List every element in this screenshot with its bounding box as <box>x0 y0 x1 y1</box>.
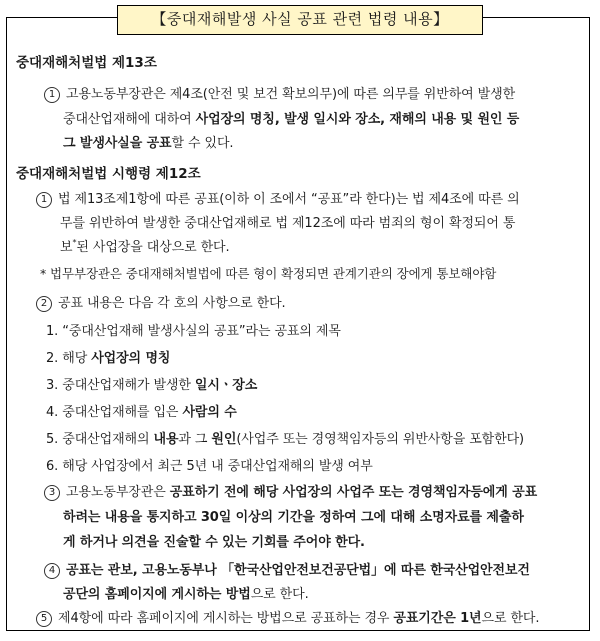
act-13-item-1-line-1: 1 고용노동부장관은 제4조(안전 및 보건 확보의무)에 따른 의무를 위반하여 발생한 <box>44 83 515 103</box>
decree-item-5: 5 제4항에 따라 홈페이지에 게시하는 방법으로 공표하는 경우 공표기간은 1년으로 한다. <box>36 607 539 627</box>
decree-item-3-line-1: 3 고용노동부장관은 공표하기 전에 해당 사업장의 사업주 또는 경영책임자등에게 공표 <box>44 481 537 501</box>
document-title: 【중대재해발생 사실 공표 관련 법령 내용】 <box>117 5 483 35</box>
list-item-3: 3. 중대산업재해가 발생한 일시ㆍ장소 <box>46 378 258 393</box>
circled-number: 4 <box>44 563 60 579</box>
list-item-5: 5. 중대산업재해의 내용과 그 원인(사업주 또는 경영책임자등의 위반사항을 포함한다) <box>46 432 525 447</box>
decree-item-3-line-3: 게 하거나 의견을 진술할 수 있는 기회를 주어야 한다. <box>63 535 365 550</box>
list-item-6: 6. 해당 사업장에서 최근 5년 내 중대산업재해의 발생 여부 <box>46 459 373 474</box>
section-heading-act-13: 중대재해처벌법 제13조 <box>16 55 157 71</box>
circled-number: 2 <box>36 296 52 312</box>
circled-number: 1 <box>36 192 52 208</box>
decree-item-1-line-1: 1 법 제13조제1항에 따른 공표(이하 이 조에서 “공표”라 한다)는 법 제4조에 따른 의 <box>36 188 520 208</box>
list-item-1: 1. “중대산업재해 발생사실의 공표”라는 공표의 제목 <box>46 324 341 339</box>
section-heading-decree-12: 중대재해처벌법 시행령 제12조 <box>16 166 201 182</box>
decree-item-1-line-3: 보*된 사업장을 대상으로 한다. <box>60 238 230 255</box>
circled-number: 3 <box>44 485 60 501</box>
footnote: * 법무부장관은 중대재해처벌법에 따른 형이 확정되면 관계기관의 장에게 통보해야함 <box>40 266 497 281</box>
decree-item-4-line-1: 4 공표는 관보, 고용노동부나 「한국산업안전보건공단법」에 따른 한국산업안전보건 <box>44 559 530 579</box>
decree-item-3-line-2: 하려는 내용을 통지하고 30일 이상의 기간을 정하여 그에 대해 소명자료를 제출하 <box>63 510 524 525</box>
decree-item-1-line-2: 무를 위반하여 발생한 중대산업재해로 법 제12조에 따라 범죄의 형이 확정되어 통 <box>60 216 516 231</box>
circled-number: 1 <box>44 87 60 103</box>
act-13-item-1-line-2: 중대산업재해에 대하여 사업장의 명칭, 발생 일시와 장소, 재해의 내용 및 원인 등 <box>63 112 520 127</box>
decree-item-4-line-2: 공단의 홈페이지에 게시하는 방법으로 한다. <box>63 587 309 602</box>
list-item-4: 4. 중대산업재해를 입은 사람의 수 <box>46 405 237 420</box>
decree-item-2: 2 공표 내용은 다음 각 호의 사항으로 한다. <box>36 292 286 312</box>
list-item-2: 2. 해당 사업장의 명칭 <box>46 351 171 366</box>
act-13-item-1-line-3: 그 발생사실을 공표할 수 있다. <box>63 136 234 151</box>
circled-number: 5 <box>36 611 52 627</box>
